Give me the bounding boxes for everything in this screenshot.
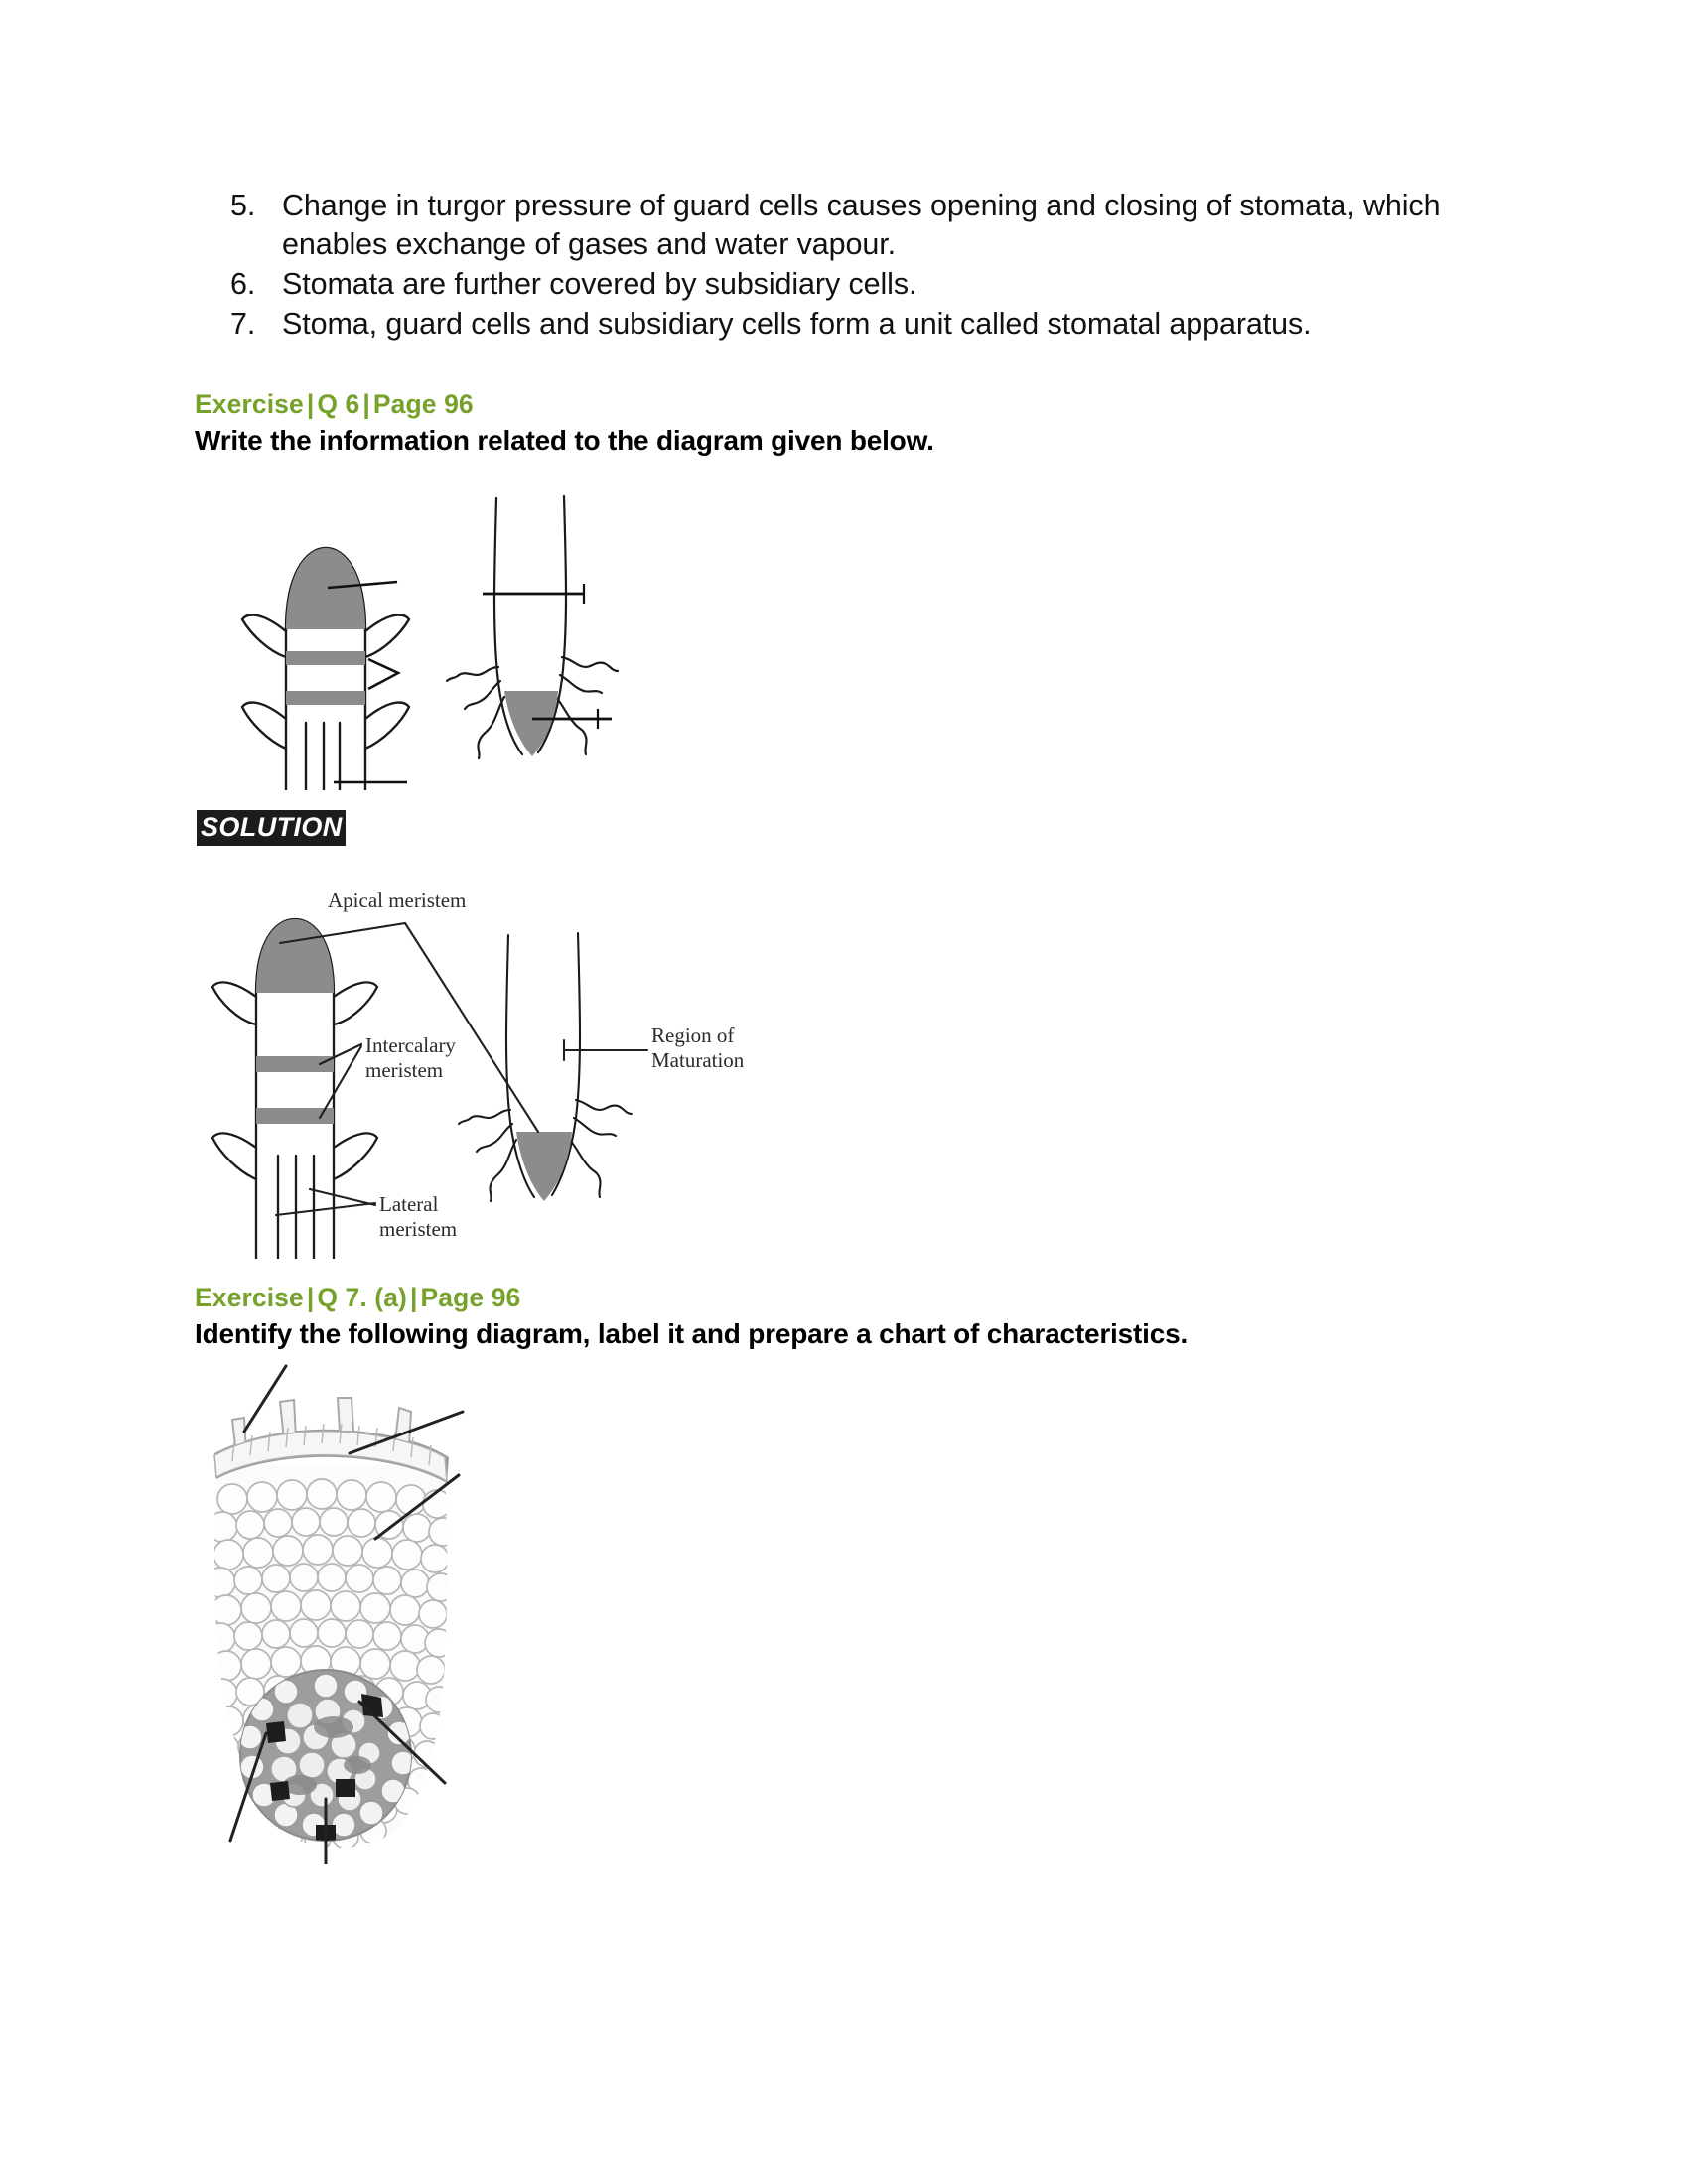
page-number: Page 96 [420,1283,521,1312]
solution-badge: SOLUTION [197,810,346,846]
label-region-of-maturation-line1: Region of [651,1024,735,1047]
diagram-cross-section [189,1358,606,1864]
exercise-label: Exercise [195,1283,304,1312]
question-number: Q 6 [317,389,360,419]
exercise-label: Exercise [195,389,304,419]
list-item [230,305,1511,343]
list-item-text: Stomata are further covered by subsidiary cells. [282,267,917,301]
label-lateral-meristem-line2: meristem [379,1217,458,1241]
question-prompt: Identify the following diagram, label it and prepare a chart of characteristics. [195,1318,1189,1349]
label-intercalary-meristem-line2: meristem [365,1058,444,1082]
heading-separator: | [362,389,370,419]
exercise-q6-heading [195,389,934,420]
diagram-unlabelled [195,463,651,790]
question-prompt: Write the information related to the diagram given below. [195,425,934,456]
label-region-of-maturation-line2: Maturation [651,1048,745,1072]
label-intercalary-meristem-line1: Intercalary [365,1033,456,1057]
list-item-number: 6. [230,267,256,301]
exercise-q7-block [195,1283,1188,1351]
page-number: Page 96 [372,389,474,419]
heading-separator: | [306,1283,315,1312]
diagram-labelled [189,862,784,1259]
label-lateral-meristem-line1: Lateral [379,1192,439,1216]
list-item-text: Stoma, guard cells and subsidiary cells form a unit called stomatal apparatus. [282,307,1312,341]
label-apical-meristem: Apical meristem [328,888,467,912]
list-item-text: Change in turgor pressure of guard cells causes opening and closing of stomata, which enables exchange of gases and water vapour. [282,189,1441,261]
question-number: Q 7. (a) [317,1283,407,1312]
exercise-q6-block [195,389,934,458]
heading-separator: | [306,389,315,419]
list-item [230,187,1511,264]
list-item [230,265,1511,304]
list-item-number: 7. [230,307,256,341]
numbered-list [230,187,1511,344]
list-item-number: 5. [230,189,256,222]
heading-separator: | [410,1283,418,1312]
exercise-q7-heading [195,1283,1188,1313]
